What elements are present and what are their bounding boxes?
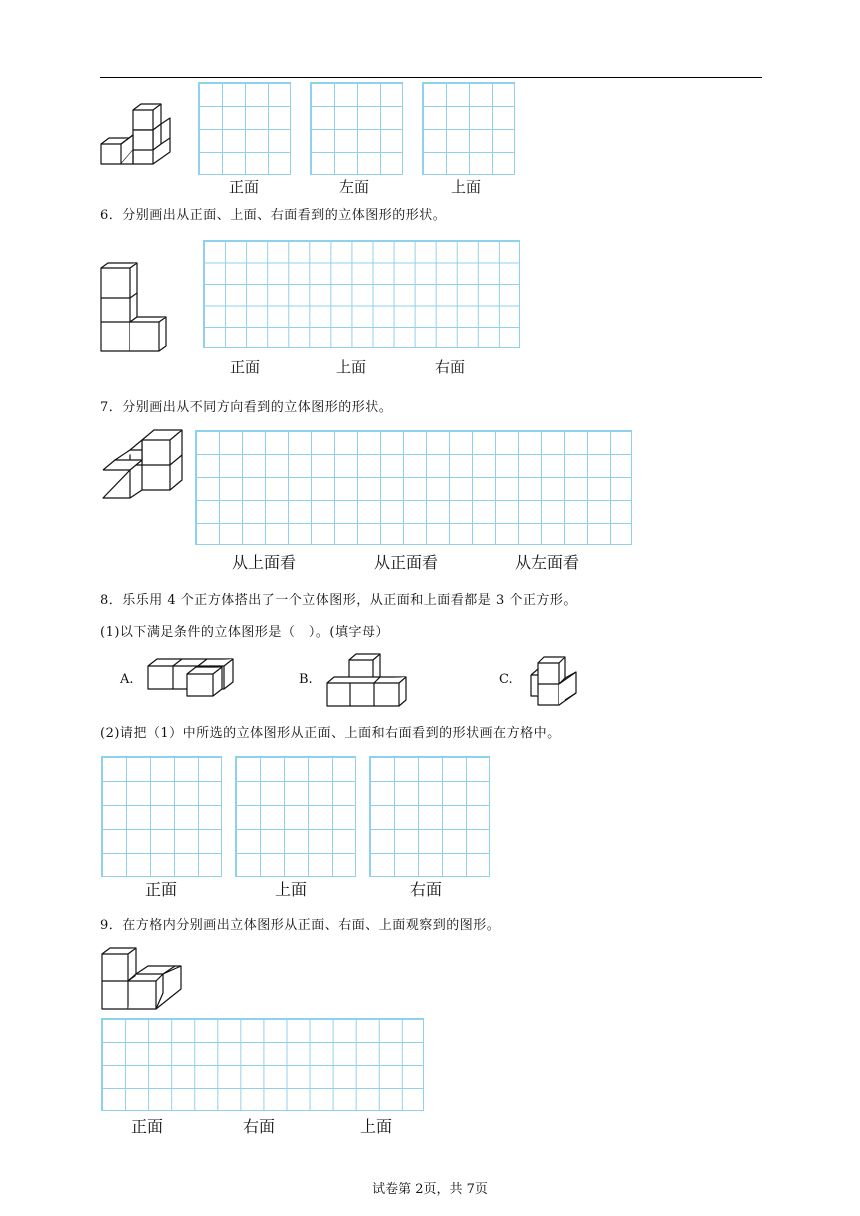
q5-label-top: 上面 xyxy=(451,178,482,196)
q7-label-left: 从左面看 xyxy=(515,553,580,572)
q5-label-left: 左面 xyxy=(339,178,370,196)
q8-sub2-text: (2)请把（1）中所选的立体图形从正面、上面和右面看到的形状画在方格中。 xyxy=(100,726,561,741)
q7-solid-figure xyxy=(102,428,184,500)
q8-label-right: 右面 xyxy=(410,880,443,899)
q9-label-top: 上面 xyxy=(360,1117,393,1136)
q5-grid-top[interactable] xyxy=(422,82,515,175)
q6-label-right: 右面 xyxy=(435,358,466,376)
q5-grid-left[interactable] xyxy=(310,82,403,175)
q9-text: 9．在方格内分别画出立体图形从正面、右面、上面观察到的图形。 xyxy=(100,918,501,933)
q8-label-front: 正面 xyxy=(145,880,178,899)
q8-grid-right[interactable] xyxy=(369,756,490,877)
q6-solid-figure xyxy=(100,262,170,352)
page-footer: 试卷第 2页，共 7页 xyxy=(372,1182,488,1197)
q7-label-front: 从正面看 xyxy=(374,553,439,572)
q5-label-front: 正面 xyxy=(229,178,260,196)
q8-option-b-figure[interactable] xyxy=(326,652,408,708)
q6-text: 6．分别画出从正面、上面、右面看到的立体图形的形状。 xyxy=(100,208,447,223)
q7-grid[interactable] xyxy=(195,430,632,545)
header-rule xyxy=(100,77,762,78)
q7-text: 7．分别画出从不同方向看到的立体图形的形状。 xyxy=(100,400,393,415)
q8-label-top: 上面 xyxy=(275,880,308,899)
q7-label-top: 从上面看 xyxy=(232,553,297,572)
q8-option-c-label[interactable]: C. xyxy=(499,672,513,687)
q8-text: 8．乐乐用 4 个正方体搭出了一个立体图形，从正面和上面看都是 3 个正方形。 xyxy=(100,593,577,608)
q9-grid[interactable] xyxy=(101,1018,424,1111)
q8-grid-top[interactable] xyxy=(235,756,356,877)
q9-label-front: 正面 xyxy=(131,1117,164,1136)
q9-solid-figure xyxy=(101,946,183,1010)
q8-option-a-label[interactable]: A. xyxy=(120,672,134,687)
q8-option-b-label[interactable]: B. xyxy=(299,672,313,687)
q5-solid-figure xyxy=(100,102,172,166)
q6-label-front: 正面 xyxy=(230,358,261,376)
q8-grid-front[interactable] xyxy=(101,756,222,877)
q8-sub1-text: (1)以下满足条件的立体图形是（ ）。(填字母） xyxy=(100,625,389,640)
q5-grid-front[interactable] xyxy=(198,82,291,175)
q8-option-a-figure[interactable] xyxy=(147,657,237,699)
q8-option-c-figure[interactable] xyxy=(525,655,579,705)
q6-label-top: 上面 xyxy=(336,358,367,376)
q9-label-right: 右面 xyxy=(243,1117,276,1136)
q6-grid[interactable] xyxy=(203,240,520,348)
